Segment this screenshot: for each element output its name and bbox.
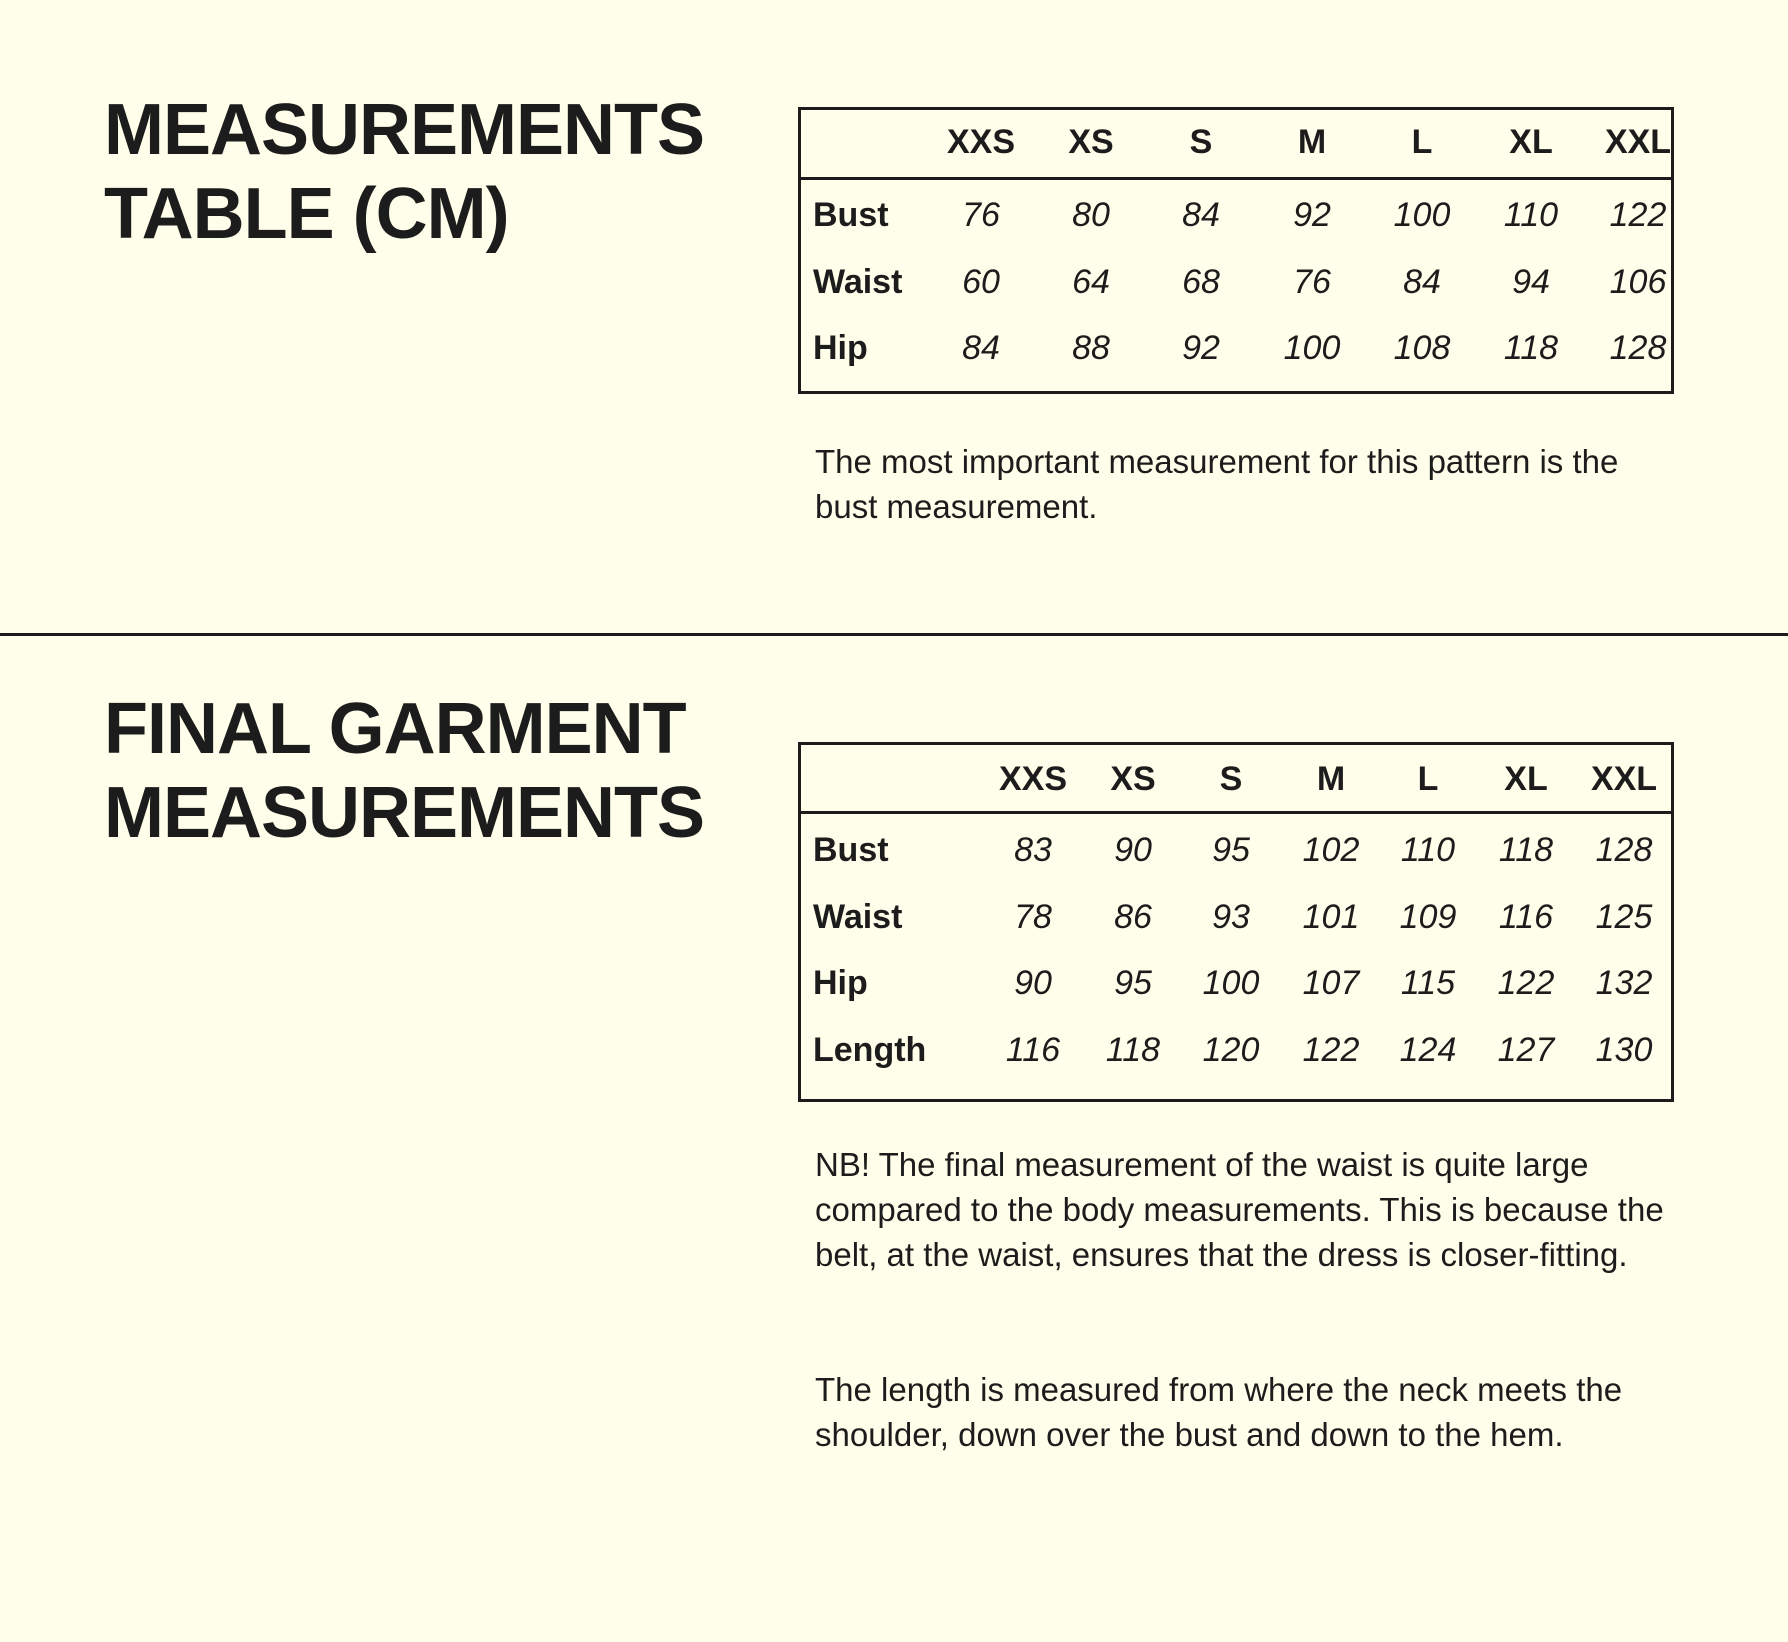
section-divider (0, 633, 1788, 636)
heading-line-1: MEASUREMENTS (104, 90, 705, 170)
measurements-heading (104, 88, 704, 256)
table-cell: 120 (1202, 1031, 1260, 1069)
size-label-m: M (1297, 123, 1327, 161)
table-cell: 76 (1293, 263, 1331, 301)
size-label-l: L (1417, 760, 1439, 798)
table-cell: 102 (1302, 831, 1360, 869)
table-cell: 60 (962, 263, 1000, 301)
row-label-hip: Hip (813, 964, 868, 1002)
table-cell: 122 (1497, 964, 1555, 1002)
final-garment-heading (104, 687, 704, 855)
table-cell: 95 (1114, 964, 1152, 1002)
table-cell: 118 (1503, 329, 1559, 367)
table-cell: 122 (1302, 1031, 1360, 1069)
table-cell: 109 (1399, 898, 1457, 936)
final-garment-table (798, 742, 1674, 1102)
row-label-length: Length (813, 1031, 927, 1069)
size-label-xs: XS (1068, 123, 1114, 161)
table-cell: 93 (1212, 898, 1250, 936)
table-cell: 115 (1400, 964, 1456, 1002)
table-cell: 86 (1114, 898, 1152, 936)
table-cell: 130 (1595, 1031, 1653, 1069)
heading-line-1: FINAL GARMENT (104, 689, 686, 769)
table-cell: 132 (1595, 964, 1653, 1002)
table-cell: 64 (1072, 263, 1110, 301)
size-label-xxl: XXL (1604, 123, 1672, 161)
table-cell: 127 (1497, 1031, 1555, 1069)
table-cell: 125 (1595, 898, 1653, 936)
table-cell: 92 (1293, 196, 1331, 234)
row-label-bust: Bust (813, 196, 889, 234)
table-cell: 110 (1503, 196, 1559, 234)
table-cell: 92 (1182, 329, 1220, 367)
table-cell: 128 (1595, 831, 1653, 869)
row-label-hip: Hip (813, 329, 868, 367)
row-label-bust: Bust (813, 831, 889, 869)
table-cell: 90 (1114, 831, 1152, 869)
size-label-xxs: XXS (998, 760, 1068, 798)
size-label-xxs: XXS (946, 123, 1016, 161)
table-cell: 84 (962, 329, 1000, 367)
table-cell: 100 (1202, 964, 1260, 1002)
size-label-xxl: XXL (1590, 760, 1658, 798)
waist-note: NB! The final measurement of the waist is quite large compared to the body measurements. This is because the belt, at the waist, ensures that the dress is closer-fitting. (815, 1146, 1664, 1273)
size-label-xl: XL (1504, 760, 1548, 798)
table-cell: 110 (1400, 831, 1456, 869)
heading-line-2: MEASUREMENTS (104, 773, 705, 853)
table-cell: 108 (1393, 329, 1451, 367)
table-cell: 76 (962, 196, 1000, 234)
table-cell: 116 (1005, 1031, 1061, 1069)
table-cell: 84 (1182, 196, 1220, 234)
size-label-xs: XS (1110, 760, 1156, 798)
row-label-waist: Waist (813, 898, 903, 936)
size-label-s: S (1189, 123, 1213, 161)
table-cell: 100 (1283, 329, 1341, 367)
table-cell: 95 (1212, 831, 1250, 869)
heading-line-2: TABLE (CM) (104, 174, 509, 254)
final-garment-section (0, 637, 1788, 1642)
size-label-s: S (1219, 760, 1243, 798)
table-cell: 68 (1182, 263, 1220, 301)
size-label-xl: XL (1509, 123, 1553, 161)
table-cell: 100 (1393, 196, 1451, 234)
size-label-m: M (1316, 760, 1346, 798)
measurements-section (0, 0, 1788, 634)
row-label-waist: Waist (813, 263, 903, 301)
table-cell: 101 (1302, 898, 1360, 936)
table-cell: 122 (1609, 196, 1667, 234)
table-cell: 118 (1498, 831, 1554, 869)
table-cell: 106 (1609, 263, 1667, 301)
measurements-note: The most important measurement for this pattern is the bust measurement. (815, 443, 1619, 525)
table-cell: 78 (1014, 898, 1052, 936)
table-cell: 124 (1399, 1031, 1457, 1069)
table-cell: 83 (1014, 831, 1052, 869)
table-cell: 118 (1105, 1031, 1161, 1069)
table-cell: 88 (1072, 329, 1110, 367)
table-cell: 80 (1072, 196, 1110, 234)
measurements-table (798, 107, 1674, 394)
table-cell: 90 (1014, 964, 1052, 1002)
table-cell: 107 (1302, 964, 1360, 1002)
table-cell: 84 (1403, 263, 1441, 301)
table-cell: 128 (1609, 329, 1667, 367)
length-note: The length is measured from where the neck meets the shoulder, down over the bust and down to the hem. (815, 1371, 1623, 1453)
table-cell: 116 (1498, 898, 1554, 936)
size-label-l: L (1411, 123, 1433, 161)
table-cell: 94 (1512, 263, 1550, 301)
